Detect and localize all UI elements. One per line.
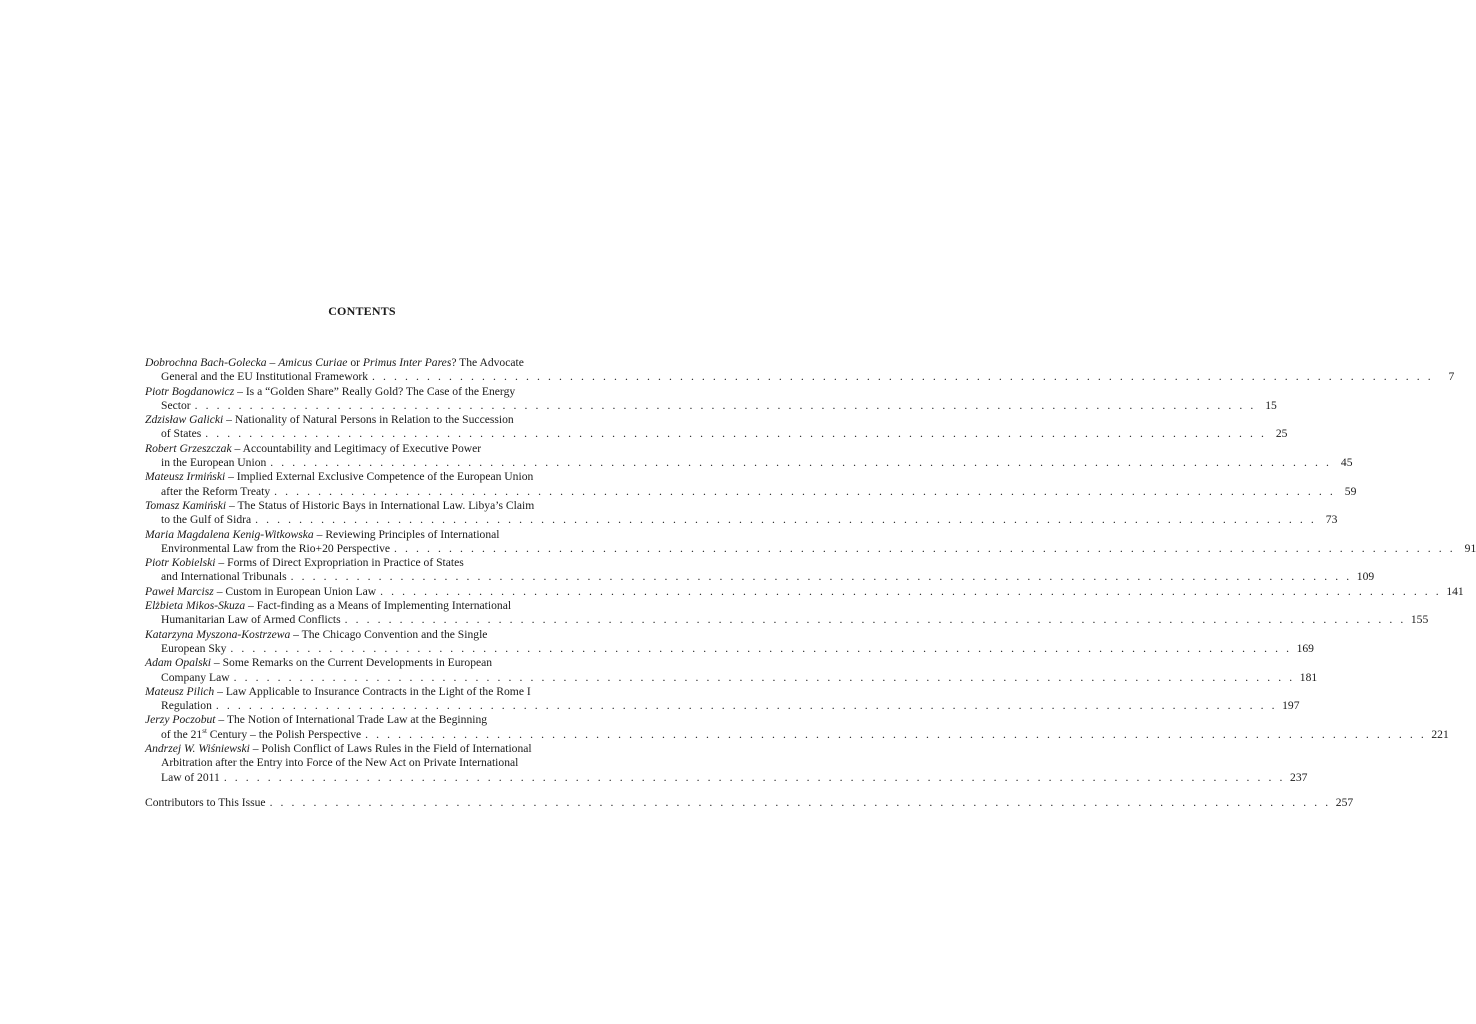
dot-leader: . . . . . . . . . . . . . . . . . . . . . . . . . . . . . . . . . . . . . . . . . . . . . . . . . . . . . . . . . . . . . . . . . . . . . . . . . . . . . . . . . . . . . . . . . . . . . . . . . <box>233 670 1295 684</box>
contributors-label: Contributors to This Issue <box>145 795 266 809</box>
entry-author: Zdzisław Galicki <box>145 413 224 427</box>
toc-entry[interactable] <box>145 527 1476 557</box>
page-number: 109 <box>1356 570 1375 584</box>
entry-author: Robert Grzeszczak <box>145 441 232 455</box>
contents-heading: CONTENTS <box>328 304 396 318</box>
dot-leader: . . . . . . . . . . . . . . . . . . . . . . . . . . . . . . . . . . . . . . . . . . . . . . . . . . . . . . . . . . . . . . . . . . . . . . . . . . . . . . . . . . . . . . . . . . . . . . . . . <box>274 484 1336 498</box>
entry-title-end: of States <box>161 427 202 441</box>
toc-entry-last-line <box>145 484 1357 499</box>
entry-title-end: European Sky <box>161 641 227 655</box>
entry-author: Piotr Kobielski <box>145 556 216 570</box>
entry-title: – Reviewing Principles of International <box>313 527 500 541</box>
dot-leader: . . . . . . . . . . . . . . . . . . . . . . . . . . . . . . . . . . . . . . . . . . . . . . . . . . . . . . . . . . . . . . . . . . . . . . . . . . . . . . . . . . . . . . . . . . . . . . . . . <box>344 613 1406 627</box>
entry-title: ? The Advocate <box>451 356 524 369</box>
page-number: 257 <box>1335 795 1354 809</box>
toc-entry-line <box>145 584 1464 599</box>
toc-entry-first-line <box>145 356 581 370</box>
toc-entry-first-line <box>145 528 581 542</box>
page-number: 141 <box>1446 584 1464 598</box>
page-number: 59 <box>1344 484 1357 498</box>
entry-title-italic: Primus Inter Pares <box>362 356 452 369</box>
toc-entry-first-line <box>145 628 581 642</box>
toc-entry[interactable] <box>145 441 1353 471</box>
entry-title-end: in the European Union <box>161 456 267 470</box>
dot-leader: . . . . . . . . . . . . . . . . . . . . . . . . . . . . . . . . . . . . . . . . . . . . . . . . . . . . . . . . . . . . . . . . . . . . . . . . . . . . . . . . . . . . . . . . . . . . . . . . . <box>223 770 1286 784</box>
toc-entry[interactable] <box>145 498 1338 528</box>
toc-entry[interactable] <box>145 470 1357 499</box>
entry-title-end: Humanitarian Law of Armed Conflicts <box>161 613 341 627</box>
toc-entry[interactable] <box>145 627 1314 657</box>
entry-title-end: Company Law <box>161 670 230 684</box>
toc-entry-last-line <box>145 541 1476 556</box>
entry-title: – Nationality of Natural Persons in Relation to the Succession <box>223 413 514 427</box>
toc-entry-first-line <box>145 499 581 513</box>
toc-entry[interactable] <box>145 356 1455 385</box>
page-number: 91 <box>1464 541 1476 555</box>
entry-author: Adam Opalski <box>145 656 212 670</box>
entry-title: – Accountability and Legitimacy of Executive Power <box>231 441 482 455</box>
toc-entry-last-line <box>145 513 1338 527</box>
dot-leader: . . . . . . . . . . . . . . . . . . . . . . . . . . . . . . . . . . . . . . . . . . . . . . . . . . . . . . . . . . . . . . . . . . . . . . . . . . . . . . . . . . . . . . . . . . . . . . . . . <box>205 427 1267 441</box>
toc-entry-last-line <box>145 670 1318 685</box>
toc-entry[interactable] <box>145 584 1464 599</box>
toc-entry-title-line <box>145 585 376 599</box>
toc-entry[interactable] <box>145 742 1308 785</box>
toc-entry-last-line <box>145 570 1375 584</box>
toc-entry-first-line <box>145 442 581 456</box>
toc-entry-last-line <box>145 770 1308 785</box>
toc-entry-last-line <box>145 427 1288 441</box>
dot-leader: . . . . . . . . . . . . . . . . . . . . . . . . . . . . . . . . . . . . . . . . . . . . . . . . . . . . . . . . . . . . . . . . . . . . . . . . . . . . . . . . . . . . . . . . . . . . . . . . . <box>215 699 1278 713</box>
toc-entry[interactable] <box>145 684 1300 714</box>
toc-entry-last-line <box>145 641 1314 656</box>
entry-title: – Law Applicable to Insurance Contracts in the Light of the Rome I <box>214 684 531 698</box>
page-number: 155 <box>1410 613 1429 627</box>
page-number: 45 <box>1340 456 1353 470</box>
entry-title: – The Status of Historic Bays in International Law. Libya’s Claim <box>226 498 535 512</box>
page-number: 25 <box>1275 427 1288 441</box>
entry-author: Katarzyna Myszona-Kostrzewa <box>145 627 291 641</box>
entry-title-end: Regulation <box>161 699 212 713</box>
page-number: 181 <box>1299 670 1318 684</box>
entry-title-end: Sector <box>161 398 191 412</box>
toc-entry-last-line <box>145 456 1353 470</box>
entry-title: – Is a “Golden Share” Really Gold? The Case of the Energy <box>234 384 516 398</box>
entry-title: – <box>266 356 279 369</box>
toc-entry-first-line <box>145 556 581 570</box>
toc-entry-first-line <box>145 742 581 756</box>
toc-entry[interactable] <box>145 413 1288 442</box>
dot-leader: . . . . . . . . . . . . . . . . . . . . . . . . . . . . . . . . . . . . . . . . . . . . . . . . . . . . . . . . . . . . . . . . . . . . . . . . . . . . . . . . . . . . . . . . . . . . . . . . . <box>269 795 1331 809</box>
dot-leader: . . . . . . . . . . . . . . . . . . . . . . . . . . . . . . . . . . . . . . . . . . . . . . . . . . . . . . . . . . . . . . . . . . . . . . . . . . . . . . . . . . . . . . . . . . . . . . . . . <box>230 641 1292 655</box>
page-number: 197 <box>1282 699 1300 713</box>
entry-title: – The Chicago Convention and the Single <box>290 627 488 641</box>
toc-entry[interactable] <box>145 656 1318 685</box>
entry-title: – Forms of Direct Expropriation in Practice of States <box>215 556 464 570</box>
entry-title: – Polish Conflict of Laws Rules in the Field of International <box>249 742 532 756</box>
toc-entry[interactable] <box>145 713 1449 742</box>
entry-author: Piotr Bogdanowicz <box>145 384 235 398</box>
toc-entry-first-line <box>145 413 581 427</box>
entry-title-end: Law of 2011 <box>161 770 220 784</box>
entry-author: Jerzy Poczobut <box>145 713 216 727</box>
dot-leader: . . . . . . . . . . . . . . . . . . . . . . . . . . . . . . . . . . . . . . . . . . . . . . . . . . . . . . . . . . . . . . . . . . . . . . . . . . . . . . . . . . . . . . . . . . . . . . . . . <box>380 584 1442 598</box>
entry-title-italic: Amicus Curiae <box>278 356 348 369</box>
entry-author: Andrzej W. Wiśniewski <box>145 742 250 756</box>
toc-entry-last-line <box>145 370 1455 384</box>
dot-leader: . . . . . . . . . . . . . . . . . . . . . . . . . . . . . . . . . . . . . . . . . . . . . . . . . . . . . . . . . . . . . . . . . . . . . . . . . . . . . . . . . . . . . . . . . . . . . . . . . <box>365 727 1427 741</box>
entry-title: – Some Remarks on the Current Developments in European <box>211 656 493 670</box>
page-number: 15 <box>1265 398 1277 412</box>
entry-title-end: after the Reform Treaty <box>161 484 271 498</box>
page-number: 237 <box>1290 770 1308 784</box>
entry-title-end: of the 21st Century – the Polish Perspective <box>161 726 362 741</box>
dot-leader: . . . . . . . . . . . . . . . . . . . . . . . . . . . . . . . . . . . . . . . . . . . . . . . . . . . . . . . . . . . . . . . . . . . . . . . . . . . . . . . . . . . . . . . . . . . . . . . . . <box>290 570 1352 584</box>
entry-title-end: to the Gulf of Sidra <box>161 513 252 527</box>
entry-author: Paweł Marcisz <box>145 584 214 598</box>
dot-leader: . . . . . . . . . . . . . . . . . . . . . . . . . . . . . . . . . . . . . . . . . . . . . . . . . . . . . . . . . . . . . . . . . . . . . . . . . . . . . . . . . . . . . . . . . . . . . . . . . <box>255 513 1317 527</box>
entry-title-end: Environmental Law from the Rio+20 Perspective <box>161 541 391 555</box>
entry-title: or <box>347 356 363 369</box>
dot-leader: . . . . . . . . . . . . . . . . . . . . . . . . . . . . . . . . . . . . . . . . . . . . . . . . . . . . . . . . . . . . . . . . . . . . . . . . . . . . . . . . . . . . . . . . . . . . . . . . . <box>270 456 1332 470</box>
toc-entry-last-line <box>145 726 1449 742</box>
toc-entry-last-line <box>145 398 1277 413</box>
entry-title: – Fact-finding as a Means of Implementing International <box>245 599 512 613</box>
toc-entry-first-line <box>145 385 581 399</box>
page-number: 221 <box>1431 727 1449 741</box>
toc-entry[interactable] <box>145 599 1429 628</box>
contributors-entry[interactable] <box>145 795 1354 810</box>
entry-author: Mateusz Pilich <box>145 684 215 698</box>
entry-title-end: General and the EU Institutional Framework <box>161 370 369 384</box>
toc-entry-last-line <box>145 613 1429 627</box>
page-number: 169 <box>1296 641 1314 655</box>
dot-leader: . . . . . . . . . . . . . . . . . . . . . . . . . . . . . . . . . . . . . . . . . . . . . . . . . . . . . . . . . . . . . . . . . . . . . . . . . . . . . . . . . . . . . . . . . . . . . . . . . <box>194 398 1256 412</box>
toc-entry-continuation: Arbitration after the Entry into Force of the New Act on Private International <box>161 756 519 770</box>
page-number: 7 <box>1448 370 1455 384</box>
toc-entry-first-line <box>145 713 581 727</box>
toc-entry[interactable] <box>145 556 1375 585</box>
entry-author: Mateusz Irmiński <box>145 470 226 484</box>
dot-leader: . . . . . . . . . . . . . . . . . . . . . . . . . . . . . . . . . . . . . . . . . . . . . . . . . . . . . . . . . . . . . . . . . . . . . . . . . . . . . . . . . . . . . . . . . . . . . . . . . <box>372 370 1434 384</box>
entry-title: – Implied External Exclusive Competence of the European Union <box>225 470 534 484</box>
entry-title: – Custom in European Union Law <box>213 584 377 598</box>
entry-author: Elżbieta Mikos-Skuza <box>145 599 246 613</box>
toc-entry-first-line <box>145 685 581 699</box>
entry-title-end: and International Tribunals <box>161 570 287 584</box>
entry-author: Dobrochna Bach-Golecka <box>145 356 267 369</box>
toc-entry-last-line <box>145 699 1300 713</box>
toc-entry-first-line <box>145 656 581 670</box>
page-number: 73 <box>1325 513 1338 527</box>
ordinal-suffix: st <box>202 726 207 735</box>
dot-leader: . . . . . . . . . . . . . . . . . . . . . . . . . . . . . . . . . . . . . . . . . . . . . . . . . . . . . . . . . . . . . . . . . . . . . . . . . . . . . . . . . . . . . . . . . . . . . . . . . <box>394 541 1456 555</box>
table-of-contents <box>145 356 1476 810</box>
entry-author: Tomasz Kamiński <box>145 498 227 512</box>
toc-entry-first-line <box>145 470 581 484</box>
entry-author: Maria Magdalena Kenig-Witkowska <box>145 527 314 541</box>
toc-entry[interactable] <box>145 384 1277 414</box>
toc-entry-first-line <box>145 599 581 613</box>
entry-title: – The Notion of International Trade Law at the Beginning <box>215 713 488 727</box>
